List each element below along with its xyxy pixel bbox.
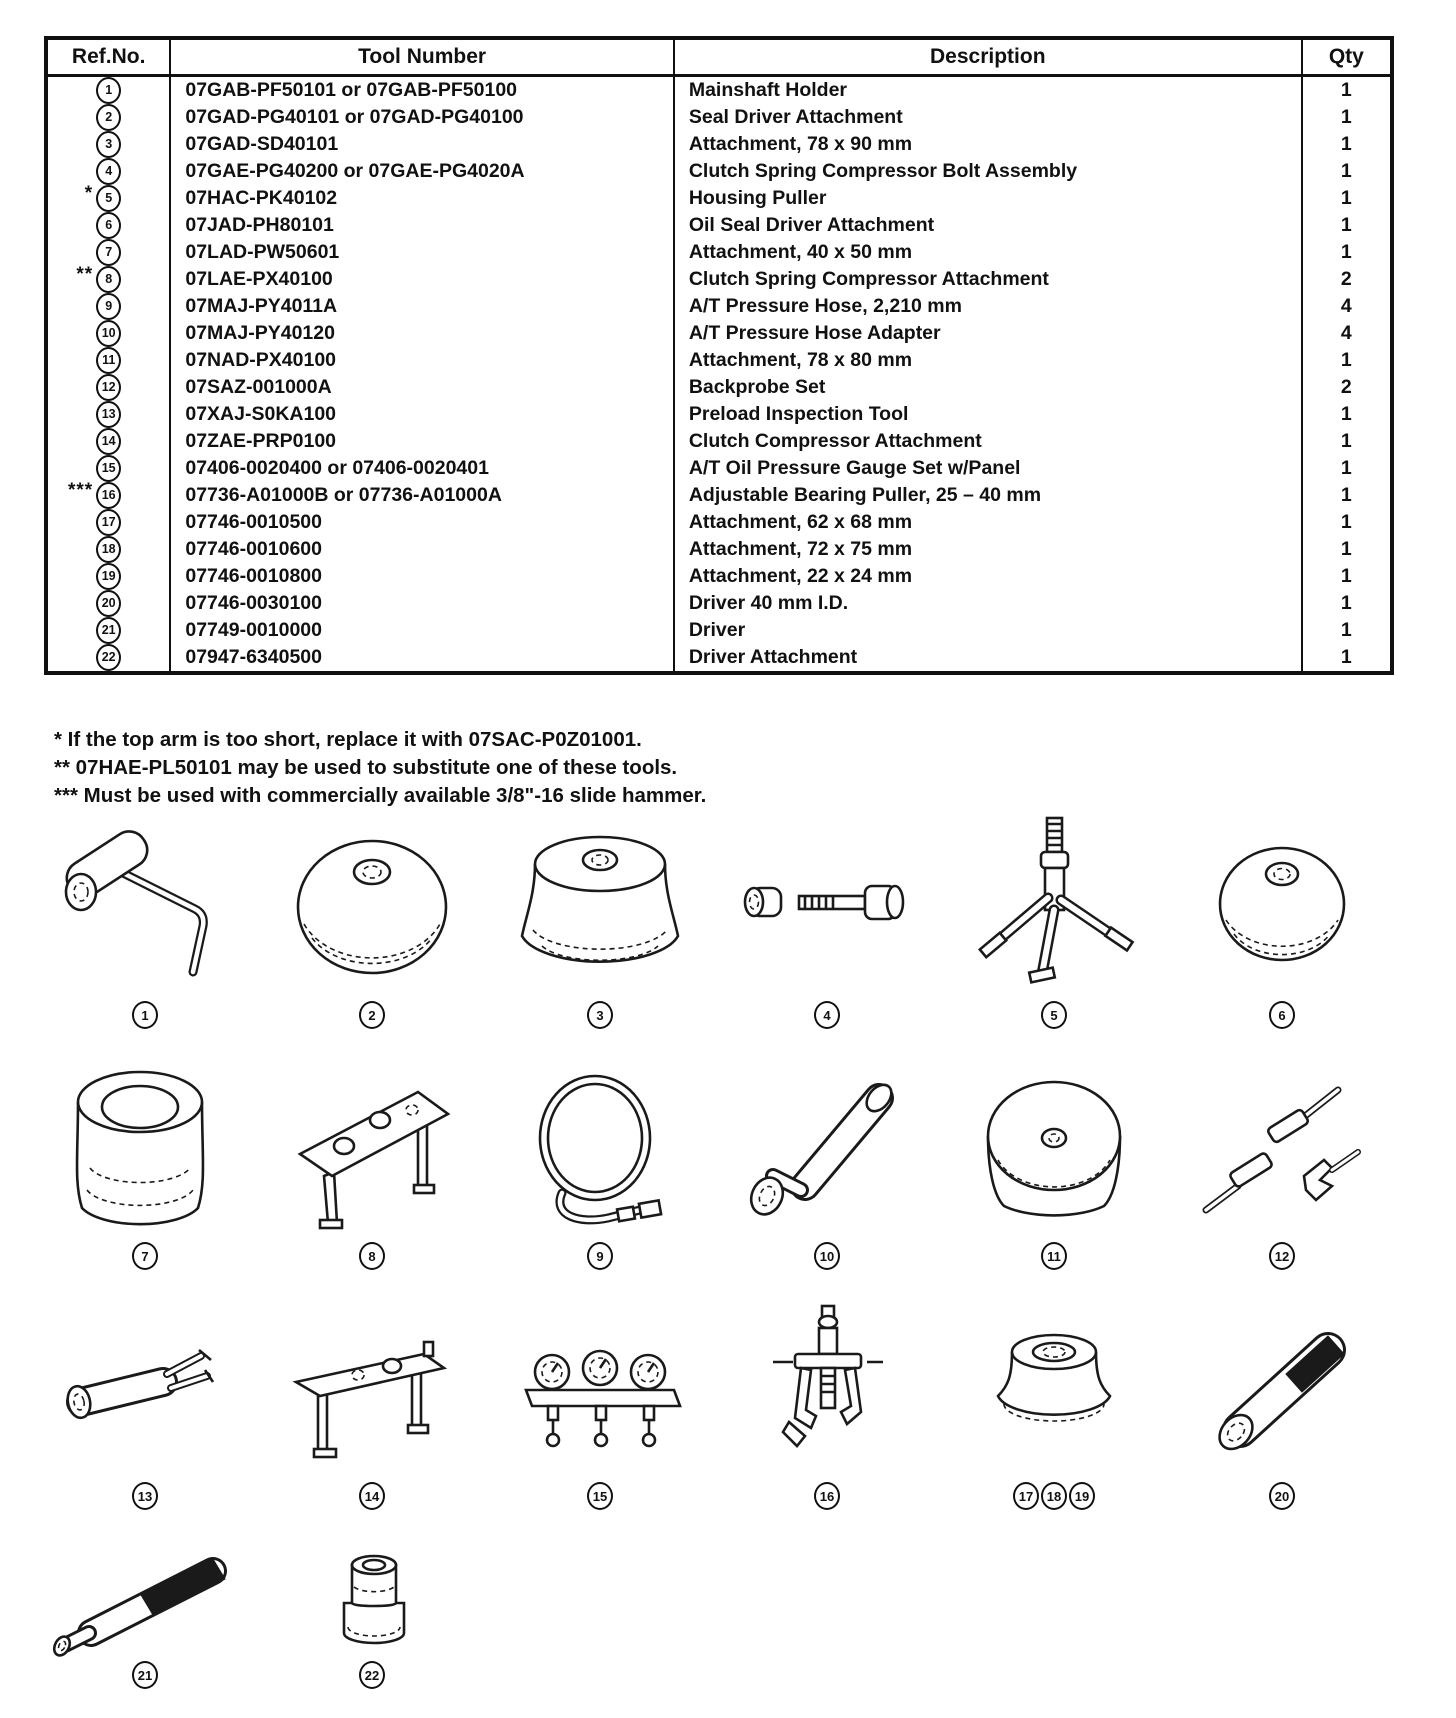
qty-cell: 2 bbox=[1302, 374, 1392, 401]
tool-number-cell: 07MAJ-PY4011A bbox=[170, 293, 673, 320]
at-pressure-hose-adapter-drawing bbox=[727, 1058, 927, 1238]
table-row bbox=[46, 509, 1392, 536]
ref-number-circle: 22 bbox=[96, 644, 121, 671]
driver-drawing bbox=[45, 1545, 245, 1657]
tool-13-figure bbox=[45, 1300, 245, 1510]
qty-cell: 1 bbox=[1302, 590, 1392, 617]
tool-3-figure bbox=[500, 812, 700, 1029]
qty-cell: 1 bbox=[1302, 131, 1392, 158]
description-cell: Attachment, 22 x 24 mm bbox=[674, 563, 1302, 590]
description-cell: Attachment, 72 x 75 mm bbox=[674, 536, 1302, 563]
description-cell: Attachment, 78 x 90 mm bbox=[674, 131, 1302, 158]
header-description: Description bbox=[674, 38, 1302, 76]
table-row bbox=[46, 320, 1392, 347]
tool-number-cell: 07GAB-PF50101 or 07GAB-PF50100 bbox=[170, 76, 673, 105]
ref-no-cell bbox=[46, 401, 170, 428]
tool-number-cell: 07LAD-PW50601 bbox=[170, 239, 673, 266]
tool-number-cell: 07NAD-PX40100 bbox=[170, 347, 673, 374]
tool-number-cell: 07746-0010600 bbox=[170, 536, 673, 563]
tool-1-figure bbox=[45, 812, 245, 1029]
tool-number-cell: 07736-A01000B or 07736-A01000A bbox=[170, 482, 673, 509]
qty-cell: 4 bbox=[1302, 320, 1392, 347]
tool-16-figure bbox=[727, 1300, 927, 1510]
ref-number-circle: 4 bbox=[96, 158, 121, 185]
tool-number-cell: 07GAD-PG40101 or 07GAD-PG40100 bbox=[170, 104, 673, 131]
ref-number-circle: 3 bbox=[96, 131, 121, 158]
ref-number-circle: 17 bbox=[96, 509, 121, 536]
description-cell: Backprobe Set bbox=[674, 374, 1302, 401]
ref-number-circle: 2 bbox=[96, 104, 121, 131]
table-row bbox=[46, 212, 1392, 239]
footnote: ** 07HAE-PL50101 may be used to substitute one of these tools. bbox=[54, 756, 678, 779]
description-cell: Clutch Spring Compressor Attachment bbox=[674, 266, 1302, 293]
footnote-marker: * bbox=[84, 183, 94, 204]
table-row bbox=[46, 455, 1392, 482]
tool-7-figure bbox=[45, 1058, 245, 1270]
qty-cell: 4 bbox=[1302, 293, 1392, 320]
ref-no-cell bbox=[46, 131, 170, 158]
ref-no-cell bbox=[46, 293, 170, 320]
tool-20-figure bbox=[1182, 1300, 1382, 1510]
description-cell: Attachment, 62 x 68 mm bbox=[674, 509, 1302, 536]
description-cell: A/T Oil Pressure Gauge Set w/Panel bbox=[674, 455, 1302, 482]
qty-cell: 1 bbox=[1302, 482, 1392, 509]
ref-number-circle: 12 bbox=[96, 374, 121, 401]
figure-label-8: 8 bbox=[359, 1242, 385, 1270]
tool-number-cell: 07746-0030100 bbox=[170, 590, 673, 617]
footnote-marker: ** bbox=[76, 264, 94, 285]
tool-number-cell: 07JAD-PH80101 bbox=[170, 212, 673, 239]
tool-number-cell: 07947-6340500 bbox=[170, 644, 673, 673]
footnote-marker: *** bbox=[67, 480, 94, 501]
ref-number-circle: 19 bbox=[96, 563, 121, 590]
figure-label-4: 4 bbox=[814, 1001, 840, 1029]
tool-6-figure bbox=[1182, 812, 1382, 1029]
description-cell: Seal Driver Attachment bbox=[674, 104, 1302, 131]
ref-number-circle: 5 bbox=[96, 185, 121, 212]
figure-label-17-18-19: 17 18 19 bbox=[1013, 1482, 1095, 1510]
footnote: *** Must be used with commercially available 3/8"-16 slide hammer. bbox=[54, 784, 707, 807]
ref-no-cell bbox=[46, 509, 170, 536]
figure-label-11: 11 bbox=[1041, 1242, 1067, 1270]
header-qty: Qty bbox=[1302, 38, 1392, 76]
ref-number-circle: 11 bbox=[96, 347, 121, 374]
description-cell: Driver Attachment bbox=[674, 644, 1302, 673]
qty-cell: 1 bbox=[1302, 563, 1392, 590]
attachments-stepped-drum-drawing bbox=[954, 1300, 1154, 1478]
table-row bbox=[46, 158, 1392, 185]
ref-no-cell bbox=[46, 374, 170, 401]
preload-inspection-tool-drawing bbox=[45, 1300, 245, 1478]
figure-label-15: 15 bbox=[587, 1482, 613, 1510]
ref-no-cell bbox=[46, 185, 170, 212]
figure-label-7: 7 bbox=[132, 1242, 158, 1270]
qty-cell: 1 bbox=[1302, 158, 1392, 185]
tool-number-cell: 07LAE-PX40100 bbox=[170, 266, 673, 293]
tool-number-cell: 07SAZ-001000A bbox=[170, 374, 673, 401]
qty-cell: 1 bbox=[1302, 347, 1392, 374]
description-cell: Preload Inspection Tool bbox=[674, 401, 1302, 428]
ref-no-cell bbox=[46, 266, 170, 293]
table-row bbox=[46, 428, 1392, 455]
description-cell: A/T Pressure Hose Adapter bbox=[674, 320, 1302, 347]
tool-12-figure bbox=[1182, 1058, 1382, 1270]
table-body bbox=[46, 76, 1392, 674]
header-tool-number: Tool Number bbox=[170, 38, 673, 76]
tool-number-cell: 07406-0020400 or 07406-0020401 bbox=[170, 455, 673, 482]
qty-cell: 1 bbox=[1302, 536, 1392, 563]
backprobe-set-drawing bbox=[1182, 1058, 1382, 1238]
qty-cell: 1 bbox=[1302, 455, 1392, 482]
ref-no-cell bbox=[46, 428, 170, 455]
table-row bbox=[46, 239, 1392, 266]
tool-15-figure bbox=[500, 1300, 700, 1510]
description-cell: Mainshaft Holder bbox=[674, 76, 1302, 105]
table-row bbox=[46, 536, 1392, 563]
ref-number-circle: 20 bbox=[96, 590, 121, 617]
tool-10-figure bbox=[727, 1058, 927, 1270]
table-row bbox=[46, 131, 1392, 158]
description-cell: Oil Seal Driver Attachment bbox=[674, 212, 1302, 239]
attachment-78x80-drawing bbox=[954, 1058, 1154, 1238]
table-row bbox=[46, 617, 1392, 644]
figure-label-22: 22 bbox=[359, 1661, 385, 1689]
table-row bbox=[46, 104, 1392, 131]
description-cell: A/T Pressure Hose, 2,210 mm bbox=[674, 293, 1302, 320]
ref-no-cell bbox=[46, 76, 170, 105]
ref-no-cell bbox=[46, 482, 170, 509]
figure-label-10: 10 bbox=[814, 1242, 840, 1270]
tool-2-figure bbox=[272, 812, 472, 1029]
qty-cell: 2 bbox=[1302, 266, 1392, 293]
seal-driver-attachment-drawing bbox=[272, 812, 472, 997]
driver-attachment-drawing bbox=[272, 1545, 472, 1657]
table-header-row bbox=[46, 38, 1392, 76]
ref-no-cell bbox=[46, 239, 170, 266]
ref-number-circle: 9 bbox=[96, 293, 121, 320]
figure-label-1: 1 bbox=[132, 1001, 158, 1029]
tool-8-figure bbox=[272, 1058, 472, 1270]
table-row bbox=[46, 293, 1392, 320]
clutch-spring-compressor-attachment-drawing bbox=[272, 1058, 472, 1238]
figure-label-12: 12 bbox=[1269, 1242, 1295, 1270]
ref-no-cell bbox=[46, 212, 170, 239]
table-row bbox=[46, 482, 1392, 509]
tool-4-figure bbox=[727, 812, 927, 1029]
special-tools-table bbox=[44, 36, 1394, 675]
figure-label-6: 6 bbox=[1269, 1001, 1295, 1029]
table-row bbox=[46, 644, 1392, 673]
description-cell: Clutch Spring Compressor Bolt Assembly bbox=[674, 158, 1302, 185]
qty-cell: 1 bbox=[1302, 185, 1392, 212]
ref-number-circle: 13 bbox=[96, 401, 121, 428]
qty-cell: 1 bbox=[1302, 76, 1392, 105]
figure-label-21: 21 bbox=[132, 1661, 158, 1689]
ref-no-cell bbox=[46, 617, 170, 644]
housing-puller-drawing bbox=[954, 812, 1154, 997]
ref-number-circle: 7 bbox=[96, 239, 121, 266]
table-row bbox=[46, 590, 1392, 617]
ref-number-circle: 8 bbox=[96, 266, 121, 293]
tool-number-cell: 07XAJ-S0KA100 bbox=[170, 401, 673, 428]
clutch-spring-compressor-bolt-drawing bbox=[727, 812, 927, 997]
ref-no-cell bbox=[46, 563, 170, 590]
figure-label-3: 3 bbox=[587, 1001, 613, 1029]
tool-11-figure bbox=[954, 1058, 1154, 1270]
ref-no-cell bbox=[46, 347, 170, 374]
figure-label-16: 16 bbox=[814, 1482, 840, 1510]
qty-cell: 1 bbox=[1302, 428, 1392, 455]
ref-no-cell bbox=[46, 644, 170, 673]
ref-number-circle: 16 bbox=[96, 482, 121, 509]
ref-number-circle: 18 bbox=[96, 536, 121, 563]
tool-5-figure bbox=[954, 812, 1154, 1029]
table-row bbox=[46, 266, 1392, 293]
description-cell: Driver 40 mm I.D. bbox=[674, 590, 1302, 617]
ref-number-circle: 6 bbox=[96, 212, 121, 239]
ref-no-cell bbox=[46, 104, 170, 131]
table-row bbox=[46, 563, 1392, 590]
tool-number-cell: 07746-0010800 bbox=[170, 563, 673, 590]
description-cell: Clutch Compressor Attachment bbox=[674, 428, 1302, 455]
tool-number-cell: 07HAC-PK40102 bbox=[170, 185, 673, 212]
table-row bbox=[46, 185, 1392, 212]
ref-no-cell bbox=[46, 536, 170, 563]
ref-number-circle: 10 bbox=[96, 320, 121, 347]
table-row bbox=[46, 401, 1392, 428]
header-ref-no: Ref.No. bbox=[46, 38, 170, 76]
mainshaft-holder-drawing bbox=[45, 812, 245, 997]
tool-9-figure bbox=[500, 1058, 700, 1270]
tool-number-cell: 07ZAE-PRP0100 bbox=[170, 428, 673, 455]
qty-cell: 1 bbox=[1302, 644, 1392, 673]
attachment-78x90-drawing bbox=[500, 812, 700, 997]
qty-cell: 1 bbox=[1302, 239, 1392, 266]
table-row bbox=[46, 76, 1392, 105]
figure-label-5: 5 bbox=[1041, 1001, 1067, 1029]
footnotes bbox=[54, 726, 1154, 810]
table-row bbox=[46, 347, 1392, 374]
tool-21-figure bbox=[45, 1545, 245, 1689]
ref-no-cell bbox=[46, 320, 170, 347]
figure-label-2: 2 bbox=[359, 1001, 385, 1029]
at-oil-pressure-gauge-set-drawing bbox=[500, 1300, 700, 1478]
adjustable-bearing-puller-drawing bbox=[727, 1300, 927, 1478]
ref-no-cell bbox=[46, 455, 170, 482]
footnote: * If the top arm is too short, replace it with 07SAC-P0Z01001. bbox=[54, 728, 642, 751]
ref-no-cell bbox=[46, 590, 170, 617]
qty-cell: 1 bbox=[1302, 509, 1392, 536]
description-cell: Adjustable Bearing Puller, 25 – 40 mm bbox=[674, 482, 1302, 509]
ref-number-circle: 1 bbox=[96, 77, 121, 104]
figure-label-20: 20 bbox=[1269, 1482, 1295, 1510]
oil-seal-driver-attachment-drawing bbox=[1182, 812, 1382, 997]
tool-number-cell: 07MAJ-PY40120 bbox=[170, 320, 673, 347]
description-cell: Attachment, 78 x 80 mm bbox=[674, 347, 1302, 374]
tool-number-cell: 07746-0010500 bbox=[170, 509, 673, 536]
description-cell: Attachment, 40 x 50 mm bbox=[674, 239, 1302, 266]
at-pressure-hose-drawing bbox=[500, 1058, 700, 1238]
qty-cell: 1 bbox=[1302, 212, 1392, 239]
tool-17-18-19-figure bbox=[954, 1300, 1154, 1510]
ref-number-circle: 14 bbox=[96, 428, 121, 455]
qty-cell: 1 bbox=[1302, 617, 1392, 644]
tool-number-cell: 07GAD-SD40101 bbox=[170, 131, 673, 158]
clutch-compressor-attachment-drawing bbox=[272, 1300, 472, 1478]
qty-cell: 1 bbox=[1302, 401, 1392, 428]
driver-40mm-drawing bbox=[1182, 1300, 1382, 1478]
description-cell: Housing Puller bbox=[674, 185, 1302, 212]
figure-label-13: 13 bbox=[132, 1482, 158, 1510]
ref-no-cell bbox=[46, 158, 170, 185]
figure-label-14: 14 bbox=[359, 1482, 385, 1510]
qty-cell: 1 bbox=[1302, 104, 1392, 131]
figure-label-9: 9 bbox=[587, 1242, 613, 1270]
ref-number-circle: 15 bbox=[96, 455, 121, 482]
tool-14-figure bbox=[272, 1300, 472, 1510]
description-cell: Driver bbox=[674, 617, 1302, 644]
table-row bbox=[46, 374, 1392, 401]
tool-number-cell: 07GAE-PG40200 or 07GAE-PG4020A bbox=[170, 158, 673, 185]
tool-22-figure bbox=[272, 1545, 472, 1689]
attachment-40x50-drawing bbox=[45, 1058, 245, 1238]
tool-number-cell: 07749-0010000 bbox=[170, 617, 673, 644]
ref-number-circle: 21 bbox=[96, 617, 121, 644]
